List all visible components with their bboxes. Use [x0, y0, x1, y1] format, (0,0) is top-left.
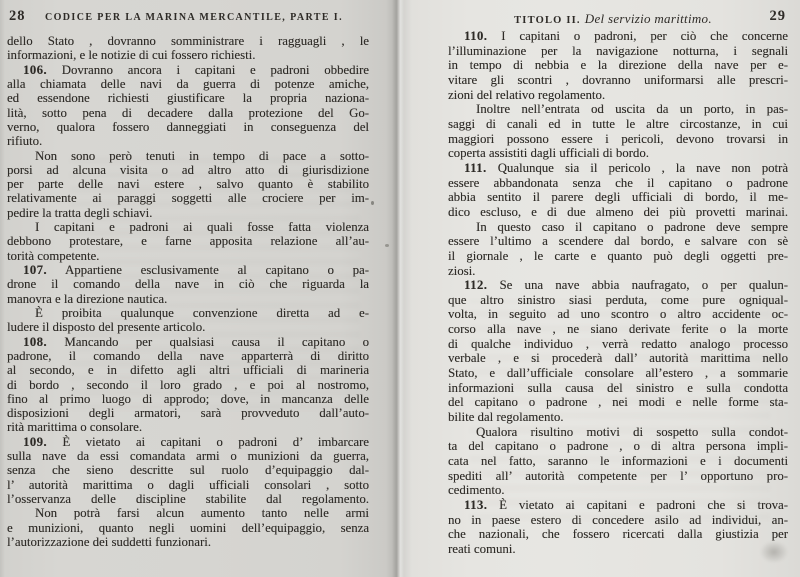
- text-line: l’ autorità marittima o dagli ufficiali consolari , sotto: [7, 477, 369, 492]
- article-number: 112.: [464, 278, 488, 293]
- text-line: dico escluso, e di due almeno dei più provetti marinai.: [448, 204, 788, 219]
- right-running-head-subtitle: Del servizio marittimo.: [584, 11, 712, 26]
- text-line: di bordo , secondo il loro grado , e poi al nostromo,: [7, 377, 369, 392]
- text-line: fino al primo luogo di approdo; dove, in mancanza delle: [7, 391, 369, 406]
- text-line: Stato, e dall’ufficiale consolare all’estero , a sommarie: [448, 366, 788, 381]
- text-line: dello Stato , dovranno somministrare i ragguagli , le: [7, 34, 369, 48]
- text-line: In questo caso il capitano o padrone deve sempre: [476, 219, 788, 234]
- text-line: lità, sotto pena di decadere dalla protezione del Go-: [7, 105, 369, 120]
- text-line: È proibita qualunque convenzione diretta ad e-: [35, 305, 369, 320]
- text-line: 108. Mancando per qualsiasi causa il capitano o: [23, 334, 369, 349]
- text-line: porsi ad alcuna visita o ad altro atto di giurisdizione: [7, 162, 369, 177]
- text-line: Qualora risultino motivi di sospetto sulla condot-: [476, 424, 788, 439]
- left-running-head: CODICE PER LA MARINA MERCANTILE, PARTE I.: [45, 12, 343, 23]
- text-line: manovra e la direzione nautica.: [7, 291, 168, 306]
- text-line: padrone, il comando della nave apparterrà di diritto: [7, 348, 369, 363]
- text-line: Non sono però tenuti in tempo di pace a sotto-: [35, 148, 369, 163]
- text-line: 113. È vietato ai capitani e padroni che si trova-: [464, 498, 788, 512]
- article-number: 113.: [464, 498, 488, 512]
- text-line: disposizioni degli armatori, sarà provveduto dall’auto-: [7, 406, 369, 421]
- text-line: cata nel fatto, saranno le informazioni e i documenti: [448, 454, 788, 469]
- text-line: ed essendone richiesti giustificare la propria naziona-: [7, 91, 369, 106]
- text-line: alla chiamata delle navi da guerra di potenze amiche,: [7, 76, 369, 91]
- text-line: I capitani e padroni ai quali fosse fatta violenza: [35, 220, 369, 235]
- left-page-number: 28: [9, 8, 26, 24]
- text-line: l’autorizzazione dei suddetti funzionari.: [7, 534, 211, 549]
- text-line: rifiuto.: [7, 134, 43, 149]
- article-number: 108.: [23, 334, 47, 349]
- article-number: 107.: [23, 263, 47, 277]
- right-page-number: 29: [769, 8, 786, 24]
- text-line: l’osservanza delle discipline stabilite dal regolamento.: [7, 492, 369, 506]
- text-line: debbono protestare, e farne apposita relazione all’au-: [7, 234, 369, 249]
- text-line: ta del capitano o padrone , o di altra persona impli-: [448, 439, 788, 454]
- text-line: vitare gli scontri , dovranno uniformarsi alle prescri-: [448, 72, 788, 87]
- text-line: ludere il disposto del presente articolo.: [7, 320, 206, 335]
- text-line: pedire la tratta degli schiavi.: [7, 205, 153, 220]
- text-line: del capitano o padrone , nei modi e nelle forme sta-: [448, 395, 788, 410]
- article-number: 110.: [464, 29, 488, 43]
- text-line: spediti all’ autorità competente per l’ opportuno pro-: [448, 468, 788, 483]
- right-running-head: [448, 10, 778, 28]
- text-line: bilite dal regolamento.: [448, 410, 564, 425]
- text-line: verbale , e si procederà dall’ autorità marittima nello: [448, 351, 788, 366]
- text-line: cedimento.: [448, 483, 505, 498]
- text-line: zioni del relativo regolamento.: [448, 87, 606, 102]
- text-line: per parte delle navi estere , salvo quanto è stabilito: [7, 177, 369, 192]
- right-page-text: [448, 29, 788, 557]
- text-line: torità competente.: [7, 248, 100, 263]
- text-line: ziosi.: [448, 263, 476, 278]
- text-line: volta, in seguito ad uno scontro o altro accidente oc-: [448, 307, 788, 322]
- text-line: 109. È vietato ai capitani o padroni d’ imbarcare: [23, 434, 369, 449]
- text-line: maggiori possono essere i pericoli, devono trovarsi in: [448, 131, 788, 146]
- article-number: 106.: [23, 62, 47, 77]
- text-line: di qualche individuo , verrà redatto analogo processo: [448, 336, 788, 351]
- text-line: 112. Se una nave abbia naufragato, o per qualun-: [464, 278, 788, 293]
- text-line: abbia sentito il parere degli ufficiali di bordo, il me-: [448, 190, 788, 205]
- text-line: 107. Appartiene esclusivamente al capitano o pa-: [23, 263, 369, 277]
- text-line: Non potrà farsi alcun aumento tanto nelle armi: [35, 506, 369, 521]
- left-page-text: [7, 34, 369, 549]
- text-line: essere l’ultimo a scendere dal bordo, e salvare con sè: [448, 234, 788, 249]
- text-line: informazioni sulla causa del sinistro e sulla condotta: [448, 380, 788, 395]
- article-number: 111.: [464, 160, 487, 175]
- text-line: che nazionali, che fossero ricercati dalla giustizia per: [448, 527, 788, 542]
- text-line: essere abbandonata senza che il capitano o padrone: [448, 175, 788, 190]
- text-line: 111. Qualunque sia il pericolo , la nave non potrà: [464, 160, 788, 175]
- text-line: al secondo, e in difetto agli altri ufficiali di marineria: [7, 363, 369, 378]
- right-page: [400, 0, 800, 577]
- text-line: in tempo di nebbia e la direzione della nave per e-: [448, 58, 788, 73]
- text-line: il giornale , le carte e quanto può degli oggetti pre-: [448, 248, 788, 263]
- text-line: l’illuminazione per la navigazione notturna, i segnali: [448, 43, 788, 58]
- text-line: 106. Dovranno ancora i capitani e padroni obbedire: [23, 62, 369, 77]
- text-line: 110. I capitani o padroni, per ciò che concerne: [464, 29, 788, 43]
- text-line: reati comuni.: [448, 541, 516, 556]
- text-line: e munizioni, quanto negli uomini dell’equipaggio, senza: [7, 520, 369, 535]
- text-line: rità marittima o consolare.: [7, 420, 143, 435]
- text-line: informazioni, e le notizie di cui fossero richiesti.: [7, 48, 256, 63]
- right-running-head-title: TITOLO II.: [514, 15, 581, 26]
- text-line: senza che sieno descritte sul ruolo d’equipaggio dal-: [7, 463, 369, 478]
- text-line: corso alla nave , ne siano derivate ferite o la morte: [448, 322, 788, 337]
- text-line: drone il comando della nave in ciò che riguarda la: [7, 277, 369, 292]
- text-line: Inoltre nell’entrata od uscita da un porto, in pas-: [476, 102, 788, 117]
- text-line: relativamente ai paraggi soggetti alle crociere per im-: [7, 191, 369, 206]
- text-line: no in paese estero di concedere asilo ad individui, an-: [448, 512, 788, 527]
- text-line: sulla nave da essi comandata armi o munizioni da guerra,: [7, 449, 369, 464]
- article-number: 109.: [23, 434, 47, 449]
- gutter-crease: [392, 0, 404, 577]
- text-line: saggi di canali ed in tutte le altre circostanze, in cui: [448, 116, 788, 131]
- paper-smudge: [760, 541, 788, 563]
- paper-speck: [385, 244, 389, 247]
- paper-speck: [371, 201, 374, 205]
- text-line: coperta assistiti dagli ufficiali di bordo.: [448, 146, 649, 161]
- text-line: que altro sinistro siasi perduta, come pure ogniqual-: [448, 292, 788, 307]
- text-line: verno, qualora fossero danneggiati in conseguenza del: [7, 119, 369, 134]
